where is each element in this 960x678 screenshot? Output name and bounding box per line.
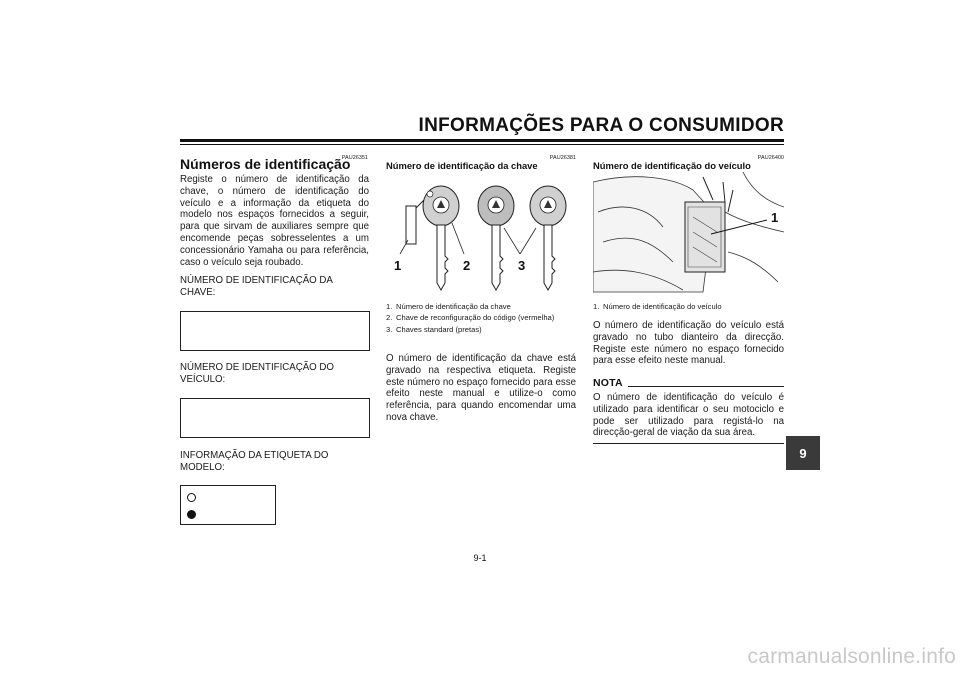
note-rule-bottom bbox=[593, 443, 784, 444]
key-callout-3: 3 bbox=[518, 258, 526, 273]
caption-item: 2. Chave de reconfiguração do código (vermelha) bbox=[386, 313, 555, 323]
vehicle-section-body: O número de identificação do veículo está gravado no tubo dianteiro da direcção. Registe este número no espaço fornecido para esse efeito neste manual. bbox=[593, 320, 784, 367]
key-callout-2: 2 bbox=[463, 258, 471, 273]
vehicle-section-code: PAU26400 bbox=[757, 155, 784, 161]
note-title: NOTA bbox=[593, 377, 623, 389]
chapter-tab: 9 bbox=[786, 436, 820, 470]
keys-illustration bbox=[386, 178, 576, 298]
page-title: INFORMAÇÕES PARA O CONSUMIDOR bbox=[418, 115, 784, 136]
watermark: carmanualsonline.info bbox=[747, 645, 956, 668]
vehicle-caption: 1. Número de identificação do veículo bbox=[593, 302, 722, 311]
hollow-circle-icon bbox=[187, 493, 196, 502]
key-section-title: Número de identificação da chave bbox=[386, 160, 538, 171]
model-label-label: INFORMAÇÃO DA ETIQUETA DO MODELO: bbox=[180, 450, 329, 473]
caption-item: 3. Chaves standard (pretas) bbox=[386, 324, 482, 334]
key-id-box bbox=[180, 311, 370, 351]
section-intro: Registe o número de identificação da chave, o número de identificação do veículo e a informação da etiqueta do modelo nos espaços fornecidos a seguir, para que sirvam de auxiliares sempre que encomende peças sobresselentes a um concessionário Yamaha ou para referência, caso o veículo seja roubado. bbox=[180, 174, 369, 268]
header-rule-thick bbox=[180, 139, 784, 142]
caption-item: 1. Número de identificação da chave bbox=[386, 302, 511, 311]
key-icon-1 bbox=[423, 186, 459, 290]
key-id-label: NÚMERO DE IDENTIFICAÇÃO DA CHAVE: bbox=[180, 275, 333, 298]
key-icon-2 bbox=[478, 186, 514, 290]
key-section-body: O número de identificação da chave está gravado na respectiva etiqueta. Registe este número no espaço fornecido para esse efeito neste manual e utilize-o como referência, para quando encomendar uma nova chave. bbox=[386, 353, 576, 423]
vehicle-section-title: Número de identificação do veículo bbox=[593, 160, 751, 171]
page-number: 9-1 bbox=[473, 553, 487, 563]
vehicle-illustration bbox=[593, 172, 784, 298]
header-rule-thin bbox=[180, 144, 784, 145]
key-icon-3 bbox=[530, 186, 566, 290]
section-title: Números de identificação bbox=[180, 156, 351, 172]
vehicle-callout-1: 1 bbox=[771, 210, 779, 225]
vehicle-id-label: NÚMERO DE IDENTIFICAÇÃO DO VEÍCULO: bbox=[180, 362, 334, 385]
vehicle-id-box bbox=[180, 398, 370, 438]
section-code: PAU26351 bbox=[341, 155, 368, 161]
key-tag-icon bbox=[406, 206, 416, 244]
filled-circle-icon bbox=[187, 510, 196, 519]
model-label-box bbox=[180, 485, 276, 525]
note-body: O número de identificação do veículo é utilizado para identificar o seu motociclo e pode ser utilizado para registá-lo na direcção-geral de viação da sua área. bbox=[593, 392, 784, 439]
key-callout-1: 1 bbox=[394, 258, 402, 273]
key-section-code: PAU26381 bbox=[549, 155, 576, 161]
note-rule-top bbox=[628, 386, 784, 387]
key-captions bbox=[386, 302, 576, 336]
